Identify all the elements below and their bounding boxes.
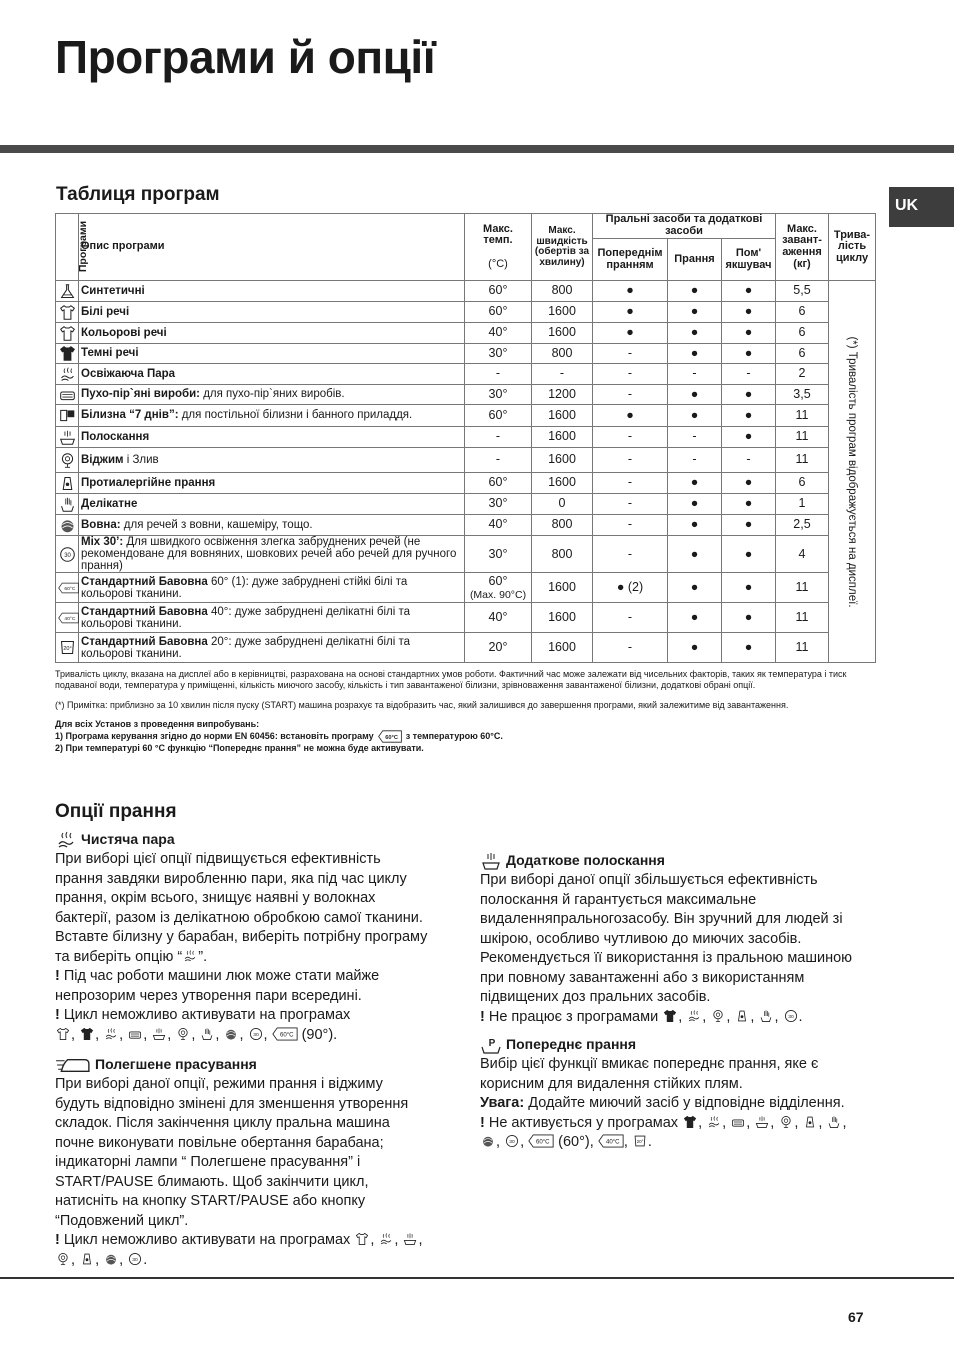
program-wash: ●: [668, 603, 722, 633]
program-speed: 1600: [532, 633, 593, 663]
mix30-icon: [59, 546, 76, 563]
table-row: [56, 573, 876, 603]
program-table-heading: Таблиця програм: [56, 184, 220, 205]
cotton-60-icon: [377, 730, 403, 743]
program-temp: 30°: [465, 344, 532, 364]
program-temp: 20°: [465, 633, 532, 663]
program-speed: 800: [532, 536, 593, 573]
table-row: [56, 603, 876, 633]
rinse-icon: [151, 1027, 167, 1041]
program-wash: ●: [668, 473, 722, 494]
program-wash: ●: [668, 573, 722, 603]
synthetics-icon: [59, 283, 76, 300]
program-max-load: 11: [776, 405, 829, 427]
table-row: [56, 536, 876, 573]
table-row: [56, 448, 876, 473]
program-max-load: 11: [776, 633, 829, 663]
header-softener: Пом' якшувач: [722, 239, 776, 281]
program-temp: 60°: [465, 302, 532, 323]
mix30-icon: [783, 1009, 799, 1023]
table-row: [56, 473, 876, 494]
program-icon-cell: [56, 385, 79, 405]
program-prewash: -: [593, 364, 668, 385]
option-steam-section: Чистяча пара При виборі цієї опції підвищується ефективність прання завдяки виробленню пари, яка під час циклу прання, окрім всього, знищує наявні у волокнах бактерії, разом із делікатною обробкою самої тканини. Вставте білизну у барабан, виберіть потрібну програму та виберіть опцію “ ”. ! Під час роботи машини люк може стати майже непрозорим через утворення пари всередині. ! Цикл неможливо активувати на програмах , , , , , , , , , (90°).: [55, 831, 428, 1043]
spin-drain-icon: [59, 452, 76, 469]
program-temp: 60°: [465, 473, 532, 494]
program-softener: -: [722, 364, 776, 385]
option-extra-rinse-section: Додаткове полоскання При виборі даної опції збільшується ефективність полоскання й гарантується максимальне видаленняпральногозасобу. Він зручний для людей зі шкірою, особливо чутливою до миючих засобів. Рекомендується її використання із пральною машиною при повному завантаженні або з використанням підвищених доз пральних засобів. ! Не працює з програмами , , , , , .: [480, 852, 853, 1025]
rinse-icon: [754, 1115, 770, 1129]
option-prewash-section: Попереднє прання Вибір цієї функції вмикає попереднє прання, яке є корисним для видалення стійких плям. Увага: Додайте миючий засіб у відповідне відділення. ! Не активується у програмах , , , , , , , , , (60°), , .: [480, 1036, 847, 1150]
program-wash: ●: [668, 405, 722, 427]
wool-icon: [223, 1027, 239, 1041]
page-title: Програми й опції: [55, 31, 436, 83]
cotton-60-icon: [272, 1027, 298, 1041]
program-softener: ●: [722, 385, 776, 405]
spin-drain-icon: [710, 1009, 726, 1023]
program-wash: -: [668, 448, 722, 473]
program-temp: -: [465, 427, 532, 448]
option-easy-iron-section: Полегшене прасування При виборі даної опції, режими прання і віджиму будуть відповідно змінені для зменшення утворення складок. Після закінчення циклу пральна машина почне виконувати повільне обертання барабана; індикаторні лампи “ Полегшене прасування” і START/PAUSE блимають. Щоб закінчити цикл, натисніть на кнопку START/PAUSE або кнопку “Подовжений цикл”. ! Цикл неможливо активувати на програмах , , , , , , .: [55, 1056, 423, 1268]
program-description: Mix 30’: Для швидкого освіження злегка забруднених речей (не рекомендоване для вовняних, шовкових речей або речей для ручного прання): [79, 536, 465, 573]
program-speed: 1600: [532, 603, 593, 633]
delicates-icon: [59, 496, 76, 513]
option-steam-title: Чистяча пара: [81, 831, 175, 848]
easy-iron-icon: [55, 1055, 91, 1075]
program-prewash: ●: [593, 323, 668, 344]
refresh-steam-icon: [686, 1009, 702, 1023]
refresh-steam-icon: [706, 1115, 722, 1129]
program-icon-cell: [56, 364, 79, 385]
program-max-load: 2: [776, 364, 829, 385]
program-icon-cell: [56, 603, 79, 633]
program-max-load: 4: [776, 536, 829, 573]
program-icon-cell: [56, 633, 79, 663]
program-softener: ●: [722, 427, 776, 448]
program-description: Білизна “7 днів”: для постільної білизни і банного приладдя.: [79, 405, 465, 427]
steam-icon: [55, 830, 77, 850]
header-max-temp: Макс. темп. (°C): [465, 214, 532, 281]
whites-icon: [59, 304, 76, 321]
program-prewash: -: [593, 473, 668, 494]
program-icon-cell: [56, 323, 79, 344]
program-wash: ●: [668, 323, 722, 344]
program-icon-cell: [56, 536, 79, 573]
program-temp: 40°: [465, 323, 532, 344]
program-description: Білі речі: [79, 302, 465, 323]
cotton-20-icon: [59, 639, 76, 656]
program-speed: 0: [532, 494, 593, 515]
program-max-load: 6: [776, 473, 829, 494]
program-temp: 30°: [465, 494, 532, 515]
program-icon-cell: [56, 302, 79, 323]
mix30-icon: [504, 1134, 520, 1148]
anti-allergy-icon: [802, 1115, 818, 1129]
program-description: Стандартний Бавовна 60° (1): дуже забруднені стійкі білі та кольорові тканини.: [79, 573, 465, 603]
table-row: [56, 323, 876, 344]
program-speed: 1200: [532, 385, 593, 405]
darks-icon: [79, 1027, 95, 1041]
option-prewash-title: Попереднє прання: [506, 1036, 637, 1053]
program-temp: 30°: [465, 536, 532, 573]
program-speed: 1600: [532, 302, 593, 323]
test-institutes-note: Для всіх Установ з проведення випробувань: 1) Програма керування згідно до норми EN 60456: встановіть програму з температурою 60°C. 2) При температурі 60 °C функцію “Попереднє прання” не можна буде активувати.: [55, 719, 503, 753]
delicates-icon: [758, 1009, 774, 1023]
program-prewash: -: [593, 385, 668, 405]
program-speed: 1600: [532, 427, 593, 448]
steam-icon: [182, 949, 198, 963]
table-row: [56, 281, 876, 302]
whites-icon: [55, 1027, 71, 1041]
program-description: Стандартний Бавовна 40°: дуже забруднені делікатні білі та кольорові тканини.: [79, 603, 465, 633]
header-detergents: Пральні засоби та додаткові засоби: [593, 214, 776, 239]
program-max-load: 5,5: [776, 281, 829, 302]
program-description: Кольорові речі: [79, 323, 465, 344]
program-temp: 60° (Max. 90°C): [465, 573, 532, 603]
program-wash: ●: [668, 536, 722, 573]
program-temp: -: [465, 364, 532, 385]
cotton-20-icon: [632, 1134, 648, 1148]
program-speed: -: [532, 364, 593, 385]
program-prewash: -: [593, 494, 668, 515]
program-icon-cell: [56, 515, 79, 536]
program-softener: ●: [722, 603, 776, 633]
program-softener: ●: [722, 573, 776, 603]
program-wash: ●: [668, 385, 722, 405]
program-prewash: ●: [593, 281, 668, 302]
program-wash: ●: [668, 494, 722, 515]
program-icon-cell: [56, 448, 79, 473]
program-description: Освіжаюча Пара: [79, 364, 465, 385]
table-row: [56, 494, 876, 515]
program-wash: -: [668, 364, 722, 385]
table-row: [56, 405, 876, 427]
cotton-40-icon: [598, 1134, 624, 1148]
program-prewash: -: [593, 427, 668, 448]
program-prewash: -: [593, 344, 668, 364]
program-speed: 1600: [532, 405, 593, 427]
program-temp: 60°: [465, 405, 532, 427]
program-prewash: ● (2): [593, 573, 668, 603]
program-wash: ●: [668, 302, 722, 323]
program-description: Темні речі: [79, 344, 465, 364]
cotton-40-icon: [58, 612, 79, 624]
program-prewash: -: [593, 515, 668, 536]
program-temp: 60°: [465, 281, 532, 302]
header-wash: Прання: [668, 239, 722, 281]
spin-drain-icon: [778, 1115, 794, 1129]
program-softener: ●: [722, 536, 776, 573]
mix30-icon: [248, 1027, 264, 1041]
wool-icon: [103, 1252, 119, 1266]
program-temp: 40°: [465, 515, 532, 536]
program-wash: ●: [668, 281, 722, 302]
program-softener: ●: [722, 281, 776, 302]
rinse-icon: [402, 1232, 418, 1246]
program-speed: 1600: [532, 473, 593, 494]
program-wash: -: [668, 427, 722, 448]
spin-drain-icon: [55, 1252, 71, 1266]
refresh-steam-icon: [59, 366, 76, 383]
program-description: Стандартний Бавовна 20°: дуже забруднені делікатні білі та кольорові тканини.: [79, 633, 465, 663]
program-wash: ●: [668, 633, 722, 663]
program-icon-cell: [56, 427, 79, 448]
program-max-load: 6: [776, 302, 829, 323]
program-table: [55, 213, 876, 663]
program-icon-cell: [56, 344, 79, 364]
program-max-load: 2,5: [776, 515, 829, 536]
colours-icon: [59, 325, 76, 342]
program-description: Пухо-пір`яні вироби: для пухо-пір`яних виробів.: [79, 385, 465, 405]
program-softener: ●: [722, 405, 776, 427]
spin-drain-icon: [175, 1027, 191, 1041]
asterisk-footnote: (*) Примітка: приблизно за 10 хвилин після пуску (START) машина розрахує та відобразить час, який залишився до завершення програми, який залежитиме від завантаження.: [55, 700, 789, 710]
program-prewash: -: [593, 448, 668, 473]
program-softener: ●: [722, 323, 776, 344]
program-softener: ●: [722, 473, 776, 494]
delicates-icon: [826, 1115, 842, 1129]
program-max-load: 11: [776, 448, 829, 473]
table-row: [56, 344, 876, 364]
table-row: [56, 302, 876, 323]
program-temp: 30°: [465, 385, 532, 405]
anti-allergy-icon: [734, 1009, 750, 1023]
program-max-load: 11: [776, 427, 829, 448]
program-speed: 800: [532, 281, 593, 302]
down-icon: [730, 1115, 746, 1129]
refresh-steam-icon: [103, 1027, 119, 1041]
program-speed: 800: [532, 344, 593, 364]
program-icon-cell: [56, 405, 79, 427]
option-easy-iron-title: Полегшене прасування: [95, 1056, 257, 1073]
program-softener: ●: [722, 344, 776, 364]
language-badge: UK: [889, 187, 954, 227]
program-prewash: -: [593, 536, 668, 573]
footer-divider: [0, 1277, 954, 1279]
cotton-60-icon: [528, 1134, 554, 1148]
wash-options-heading: Опції прання: [55, 801, 177, 822]
rinse-icon: [59, 429, 76, 446]
program-softener: -: [722, 448, 776, 473]
mix30-icon: [127, 1252, 143, 1266]
program-icon-cell: [56, 494, 79, 515]
header-prewash: Попереднім пранням: [593, 239, 668, 281]
duration-footnote: Тривалість циклу, вказана на дисплеї або в керівництві, разрахована на основі стандартних умов роботи. Фактичний час може залежати від чисельних факторів, таких як температура і тиск подаваної води, температура у приміщенні, кількість миючого засобу, кількість і тип завантаженої білизни, зрівноваження завантаженої білизни, додаткові обрані опції.: [55, 669, 847, 690]
program-max-load: 6: [776, 323, 829, 344]
program-prewash: ●: [593, 302, 668, 323]
down-icon: [59, 386, 76, 403]
program-wash: ●: [668, 344, 722, 364]
table-row: [56, 385, 876, 405]
program-description: Синтетичні: [79, 281, 465, 302]
program-description: Делікатне: [79, 494, 465, 515]
program-speed: 1600: [532, 448, 593, 473]
header-max-speed: Макс. швидкість (обертів за хвилину): [532, 214, 593, 281]
program-description: Віджим і Злив: [79, 448, 465, 473]
program-max-load: 1: [776, 494, 829, 515]
program-temp: 40°: [465, 603, 532, 633]
duration-note-cell: (*) Тривалість програм відображується на дисплеї.: [829, 281, 876, 663]
header-max-load: Макс. завант-аження (кг): [776, 214, 829, 281]
bedding-icon: [59, 407, 76, 424]
program-wash: ●: [668, 515, 722, 536]
header-duration: Трива-лість циклу: [829, 214, 876, 281]
table-row: [56, 427, 876, 448]
program-softener: ●: [722, 494, 776, 515]
program-speed: 1600: [532, 573, 593, 603]
program-prewash: ●: [593, 405, 668, 427]
program-icon-cell: [56, 573, 79, 603]
darks-icon: [662, 1009, 678, 1023]
table-row: [56, 364, 876, 385]
anti-allergy-icon: [59, 475, 76, 492]
program-description: Протиалергійне прання: [79, 473, 465, 494]
program-max-load: 11: [776, 573, 829, 603]
program-max-load: 6: [776, 344, 829, 364]
program-softener: ●: [722, 515, 776, 536]
program-prewash: -: [593, 633, 668, 663]
down-icon: [127, 1027, 143, 1041]
header-divider: [0, 145, 954, 153]
program-speed: 1600: [532, 323, 593, 344]
program-temp: -: [465, 448, 532, 473]
program-max-load: 11: [776, 603, 829, 633]
wool-icon: [480, 1134, 496, 1148]
refresh-steam-icon: [378, 1232, 394, 1246]
program-icon-cell: [56, 281, 79, 302]
table-row: [56, 633, 876, 663]
program-description: Вовна: для речей з вовни, кашеміру, тощо.: [79, 515, 465, 536]
anti-allergy-icon: [79, 1252, 95, 1266]
page-number: 67: [848, 1309, 864, 1325]
program-icon-cell: [56, 473, 79, 494]
darks-icon: [682, 1115, 698, 1129]
prewash-icon: [480, 1035, 502, 1055]
table-row: [56, 515, 876, 536]
program-prewash: -: [593, 603, 668, 633]
cotton-60-icon: [58, 582, 79, 594]
program-max-load: 3,5: [776, 385, 829, 405]
whites-icon: [354, 1232, 370, 1246]
wool-icon: [59, 517, 76, 534]
header-description: Опис програми: [79, 214, 465, 281]
darks-icon: [59, 345, 76, 362]
program-softener: ●: [722, 633, 776, 663]
program-description: Полоскання: [79, 427, 465, 448]
program-speed: 800: [532, 515, 593, 536]
extra-rinse-icon: [480, 851, 502, 871]
delicates-icon: [199, 1027, 215, 1041]
program-softener: ●: [722, 302, 776, 323]
option-extra-rinse-title: Додаткове полоскання: [506, 852, 665, 869]
header-programs: Програми: [56, 214, 79, 281]
